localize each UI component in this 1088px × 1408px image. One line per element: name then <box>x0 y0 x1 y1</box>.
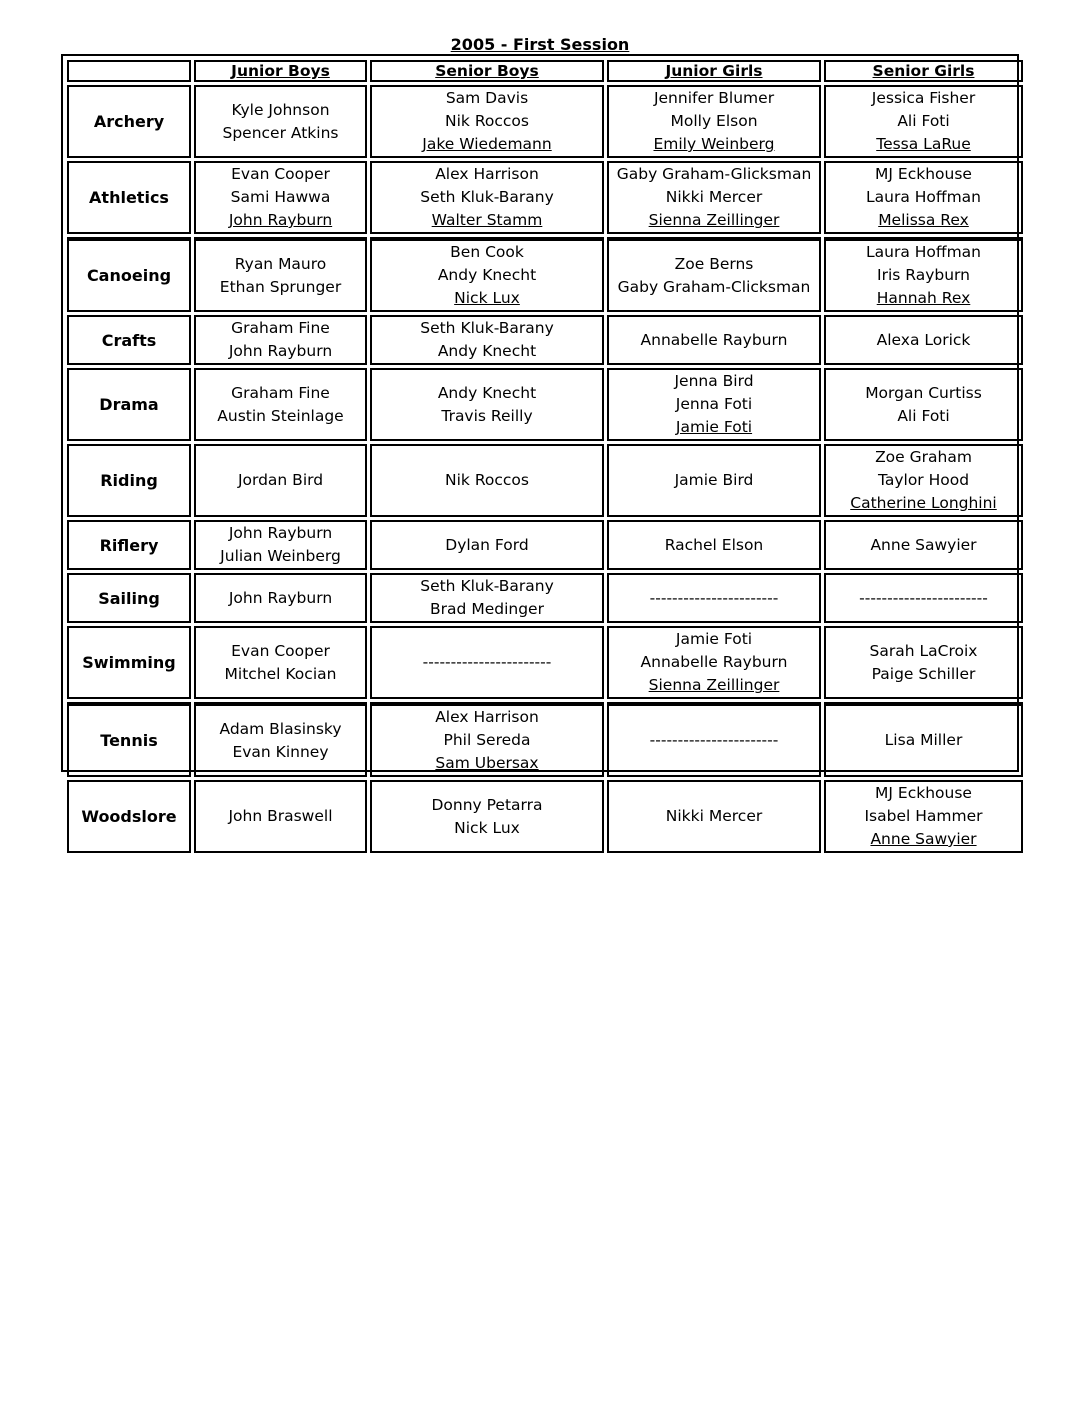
camper-name: ----------------------- <box>422 653 552 671</box>
table-row <box>67 161 1023 234</box>
camper-name: Austin Steinlage <box>217 406 344 425</box>
camper-name: Graham Fine <box>231 319 330 337</box>
cell-senior-girls <box>824 368 1023 441</box>
camper-name: Catherine Longhini <box>850 494 997 512</box>
camper-name: Graham Fine <box>231 383 330 402</box>
camper-name: Anne Sawyier <box>870 535 977 554</box>
camper-name: Sam Ubersax <box>435 754 539 772</box>
camper-name: Dylan Ford <box>445 535 529 554</box>
camper-name: Taylor Hood <box>877 471 970 489</box>
activity-label: Archery <box>67 85 191 158</box>
camper-name: Travis Reilly <box>441 406 533 425</box>
camper-name: ----------------------- <box>649 731 779 749</box>
camper-name: John Rayburn <box>228 588 333 607</box>
cell-junior-girls <box>607 161 821 234</box>
camper-name: Jordan Bird <box>237 471 324 489</box>
camper-name: Phil Sereda <box>443 731 531 749</box>
camper-name: Seth Kluk-Barany <box>420 577 554 595</box>
cell-senior-girls <box>824 315 1023 365</box>
camper-name: Jennifer Blumer <box>653 89 775 107</box>
cell-senior-boys <box>370 161 604 234</box>
camper-name: Jamie Foti <box>675 630 753 648</box>
camper-name: Jenna Bird <box>674 372 754 390</box>
table-row <box>67 626 1023 699</box>
header-cell-junior-boys: Junior Boys <box>194 60 367 82</box>
cell-senior-girls <box>824 161 1023 234</box>
activity-label: Riding <box>67 444 191 517</box>
table-row <box>67 520 1023 570</box>
camper-name: Nik Roccos <box>445 112 529 130</box>
header-row <box>67 60 1023 82</box>
camper-name: Kyle Johnson <box>231 100 330 119</box>
cell-junior-boys <box>194 626 367 699</box>
cell-junior-boys <box>194 368 367 441</box>
camper-name: Annabelle Rayburn <box>640 330 788 349</box>
camper-name: Anne Sawyier <box>870 830 977 848</box>
table-row <box>67 315 1023 365</box>
header-cell-senior-girls: Senior Girls <box>824 60 1023 82</box>
table-row <box>67 85 1023 158</box>
camper-name: Morgan Curtiss <box>865 383 982 402</box>
cell-junior-girls <box>607 368 821 441</box>
cell-senior-boys <box>370 444 604 517</box>
cell-senior-boys <box>370 626 604 699</box>
camper-name: Ali Foti <box>897 406 950 425</box>
camper-name: Ethan Sprunger <box>219 277 342 296</box>
camper-name: Jenna Foti <box>675 395 753 413</box>
cell-senior-girls <box>824 573 1023 623</box>
camper-name: Jake Wiedemann <box>422 135 552 153</box>
camper-name: Alexa Lorick <box>876 330 971 349</box>
camper-name: Laura Hoffman <box>866 243 981 261</box>
camper-name: Sam Davis <box>445 89 529 107</box>
cell-junior-boys <box>194 315 367 365</box>
camper-name: ----------------------- <box>649 588 779 607</box>
cell-junior-girls <box>607 237 821 312</box>
cell-junior-boys <box>194 444 367 517</box>
header-cell-senior-boys: Senior Boys <box>370 60 604 82</box>
camper-name: Mitchel Kocian <box>224 664 337 683</box>
cell-junior-boys <box>194 85 367 158</box>
cell-senior-boys <box>370 520 604 570</box>
header-cell-junior-girls: Junior Girls <box>607 60 821 82</box>
camper-name: Sarah LaCroix <box>869 641 978 660</box>
activity-label: Sailing <box>67 573 191 623</box>
camper-name: Nik Roccos <box>445 471 529 489</box>
cell-junior-girls <box>607 626 821 699</box>
camper-name: Melissa Rex <box>878 211 969 229</box>
camper-name: Jessica Fisher <box>871 89 976 107</box>
camper-name: Emily Weinberg <box>653 135 775 153</box>
camper-name: Nikki Mercer <box>665 188 763 206</box>
camper-name: MJ Eckhouse <box>875 784 972 802</box>
camper-name: Seth Kluk-Barany <box>420 319 554 337</box>
cell-senior-girls <box>824 237 1023 312</box>
table-row <box>67 237 1023 312</box>
camper-name: Laura Hoffman <box>866 188 981 206</box>
cell-junior-boys <box>194 161 367 234</box>
camper-name: Paige Schiller <box>871 664 976 683</box>
camper-name: Evan Cooper <box>231 165 330 183</box>
table-body <box>67 85 1023 853</box>
cell-junior-boys <box>194 237 367 312</box>
camper-name: Ryan Mauro <box>234 254 327 273</box>
page-title: 2005 - First Session <box>450 35 630 54</box>
table-row <box>67 780 1023 853</box>
camper-name: Ben Cook <box>450 243 524 261</box>
camper-name: Evan Kinney <box>232 742 329 761</box>
cell-junior-girls <box>607 573 821 623</box>
camper-name: Adam Blasinsky <box>219 719 342 738</box>
camper-name: ----------------------- <box>859 588 988 607</box>
cell-senior-boys <box>370 702 604 777</box>
camper-name: Tessa LaRue <box>876 135 971 153</box>
camper-name: Ali Foti <box>897 112 950 130</box>
activity-label: Woodslore <box>67 780 191 853</box>
camper-name: Isabel Hammer <box>864 807 983 825</box>
camper-name: Jamie Bird <box>674 471 754 489</box>
camper-name: MJ Eckhouse <box>875 165 972 183</box>
table-row <box>67 444 1023 517</box>
camper-name: Jamie Foti <box>675 418 753 436</box>
camper-name: Alex Harrison <box>435 165 539 183</box>
camper-name: Nick Lux <box>454 818 520 837</box>
header-cell-corner <box>67 60 191 82</box>
awards-table-frame <box>61 54 1019 848</box>
camper-name: Annabelle Rayburn <box>640 653 788 671</box>
camper-name: Andy Knecht <box>437 383 537 402</box>
activity-label: Crafts <box>67 315 191 365</box>
cell-junior-boys <box>194 780 367 853</box>
cell-junior-girls <box>607 780 821 853</box>
cell-senior-boys <box>370 85 604 158</box>
cell-senior-boys <box>370 780 604 853</box>
camper-name: Gaby Graham-Glicksman <box>616 165 812 183</box>
cell-senior-girls <box>824 520 1023 570</box>
camper-name: Molly Elson <box>670 112 758 130</box>
activity-label: Riflery <box>67 520 191 570</box>
cell-senior-boys <box>370 237 604 312</box>
cell-junior-boys <box>194 520 367 570</box>
camper-name: Walter Stamm <box>431 211 543 229</box>
camper-name: John Rayburn <box>228 211 333 229</box>
cell-junior-boys <box>194 702 367 777</box>
cell-senior-boys <box>370 368 604 441</box>
cell-senior-girls <box>824 85 1023 158</box>
camper-name: Nick Lux <box>454 289 520 307</box>
camper-name: Seth Kluk-Barany <box>420 188 554 206</box>
camper-name: Evan Cooper <box>231 641 330 660</box>
camper-name: Hannah Rex <box>876 289 971 307</box>
camper-name: Brad Medinger <box>430 600 544 618</box>
cell-junior-girls <box>607 444 821 517</box>
camper-name: Sienna Zeillinger <box>648 676 780 694</box>
camper-name: Sami Hawwa <box>230 188 331 206</box>
activity-label: Tennis <box>67 702 191 777</box>
cell-senior-girls <box>824 702 1023 777</box>
camper-name: Donny Petarra <box>431 795 543 814</box>
camper-name: Iris Rayburn <box>877 266 970 284</box>
cell-senior-boys <box>370 315 604 365</box>
camper-name: Sienna Zeillinger <box>648 211 780 229</box>
camper-name: Alex Harrison <box>435 708 539 726</box>
cell-junior-girls <box>607 520 821 570</box>
cell-junior-girls <box>607 315 821 365</box>
table-row <box>67 702 1023 777</box>
awards-table <box>64 57 1026 856</box>
camper-name: Zoe Berns <box>674 254 754 273</box>
camper-name: Gaby Graham-Clicksman <box>617 277 811 296</box>
cell-junior-girls <box>607 702 821 777</box>
camper-name: Lisa Miller <box>884 731 963 749</box>
camper-name: Nikki Mercer <box>665 807 763 825</box>
camper-name: John Rayburn <box>228 342 333 360</box>
camper-name: Andy Knecht <box>437 342 537 360</box>
camper-name: Spencer Atkins <box>222 123 339 142</box>
activity-label: Canoeing <box>67 237 191 312</box>
activity-label: Swimming <box>67 626 191 699</box>
camper-name: Zoe Graham <box>875 448 972 466</box>
camper-name: Rachel Elson <box>664 535 764 554</box>
cell-senior-girls <box>824 626 1023 699</box>
camper-name: John Braswell <box>228 807 333 825</box>
camper-name: Julian Weinberg <box>220 547 341 565</box>
table-row <box>67 368 1023 441</box>
camper-name: John Rayburn <box>228 524 333 542</box>
cell-junior-girls <box>607 85 821 158</box>
table-row <box>67 573 1023 623</box>
activity-label: Athletics <box>67 161 191 234</box>
activity-label: Drama <box>67 368 191 441</box>
cell-junior-boys <box>194 573 367 623</box>
cell-senior-boys <box>370 573 604 623</box>
cell-senior-girls <box>824 780 1023 853</box>
camper-name: Andy Knecht <box>437 266 537 284</box>
cell-senior-girls <box>824 444 1023 517</box>
